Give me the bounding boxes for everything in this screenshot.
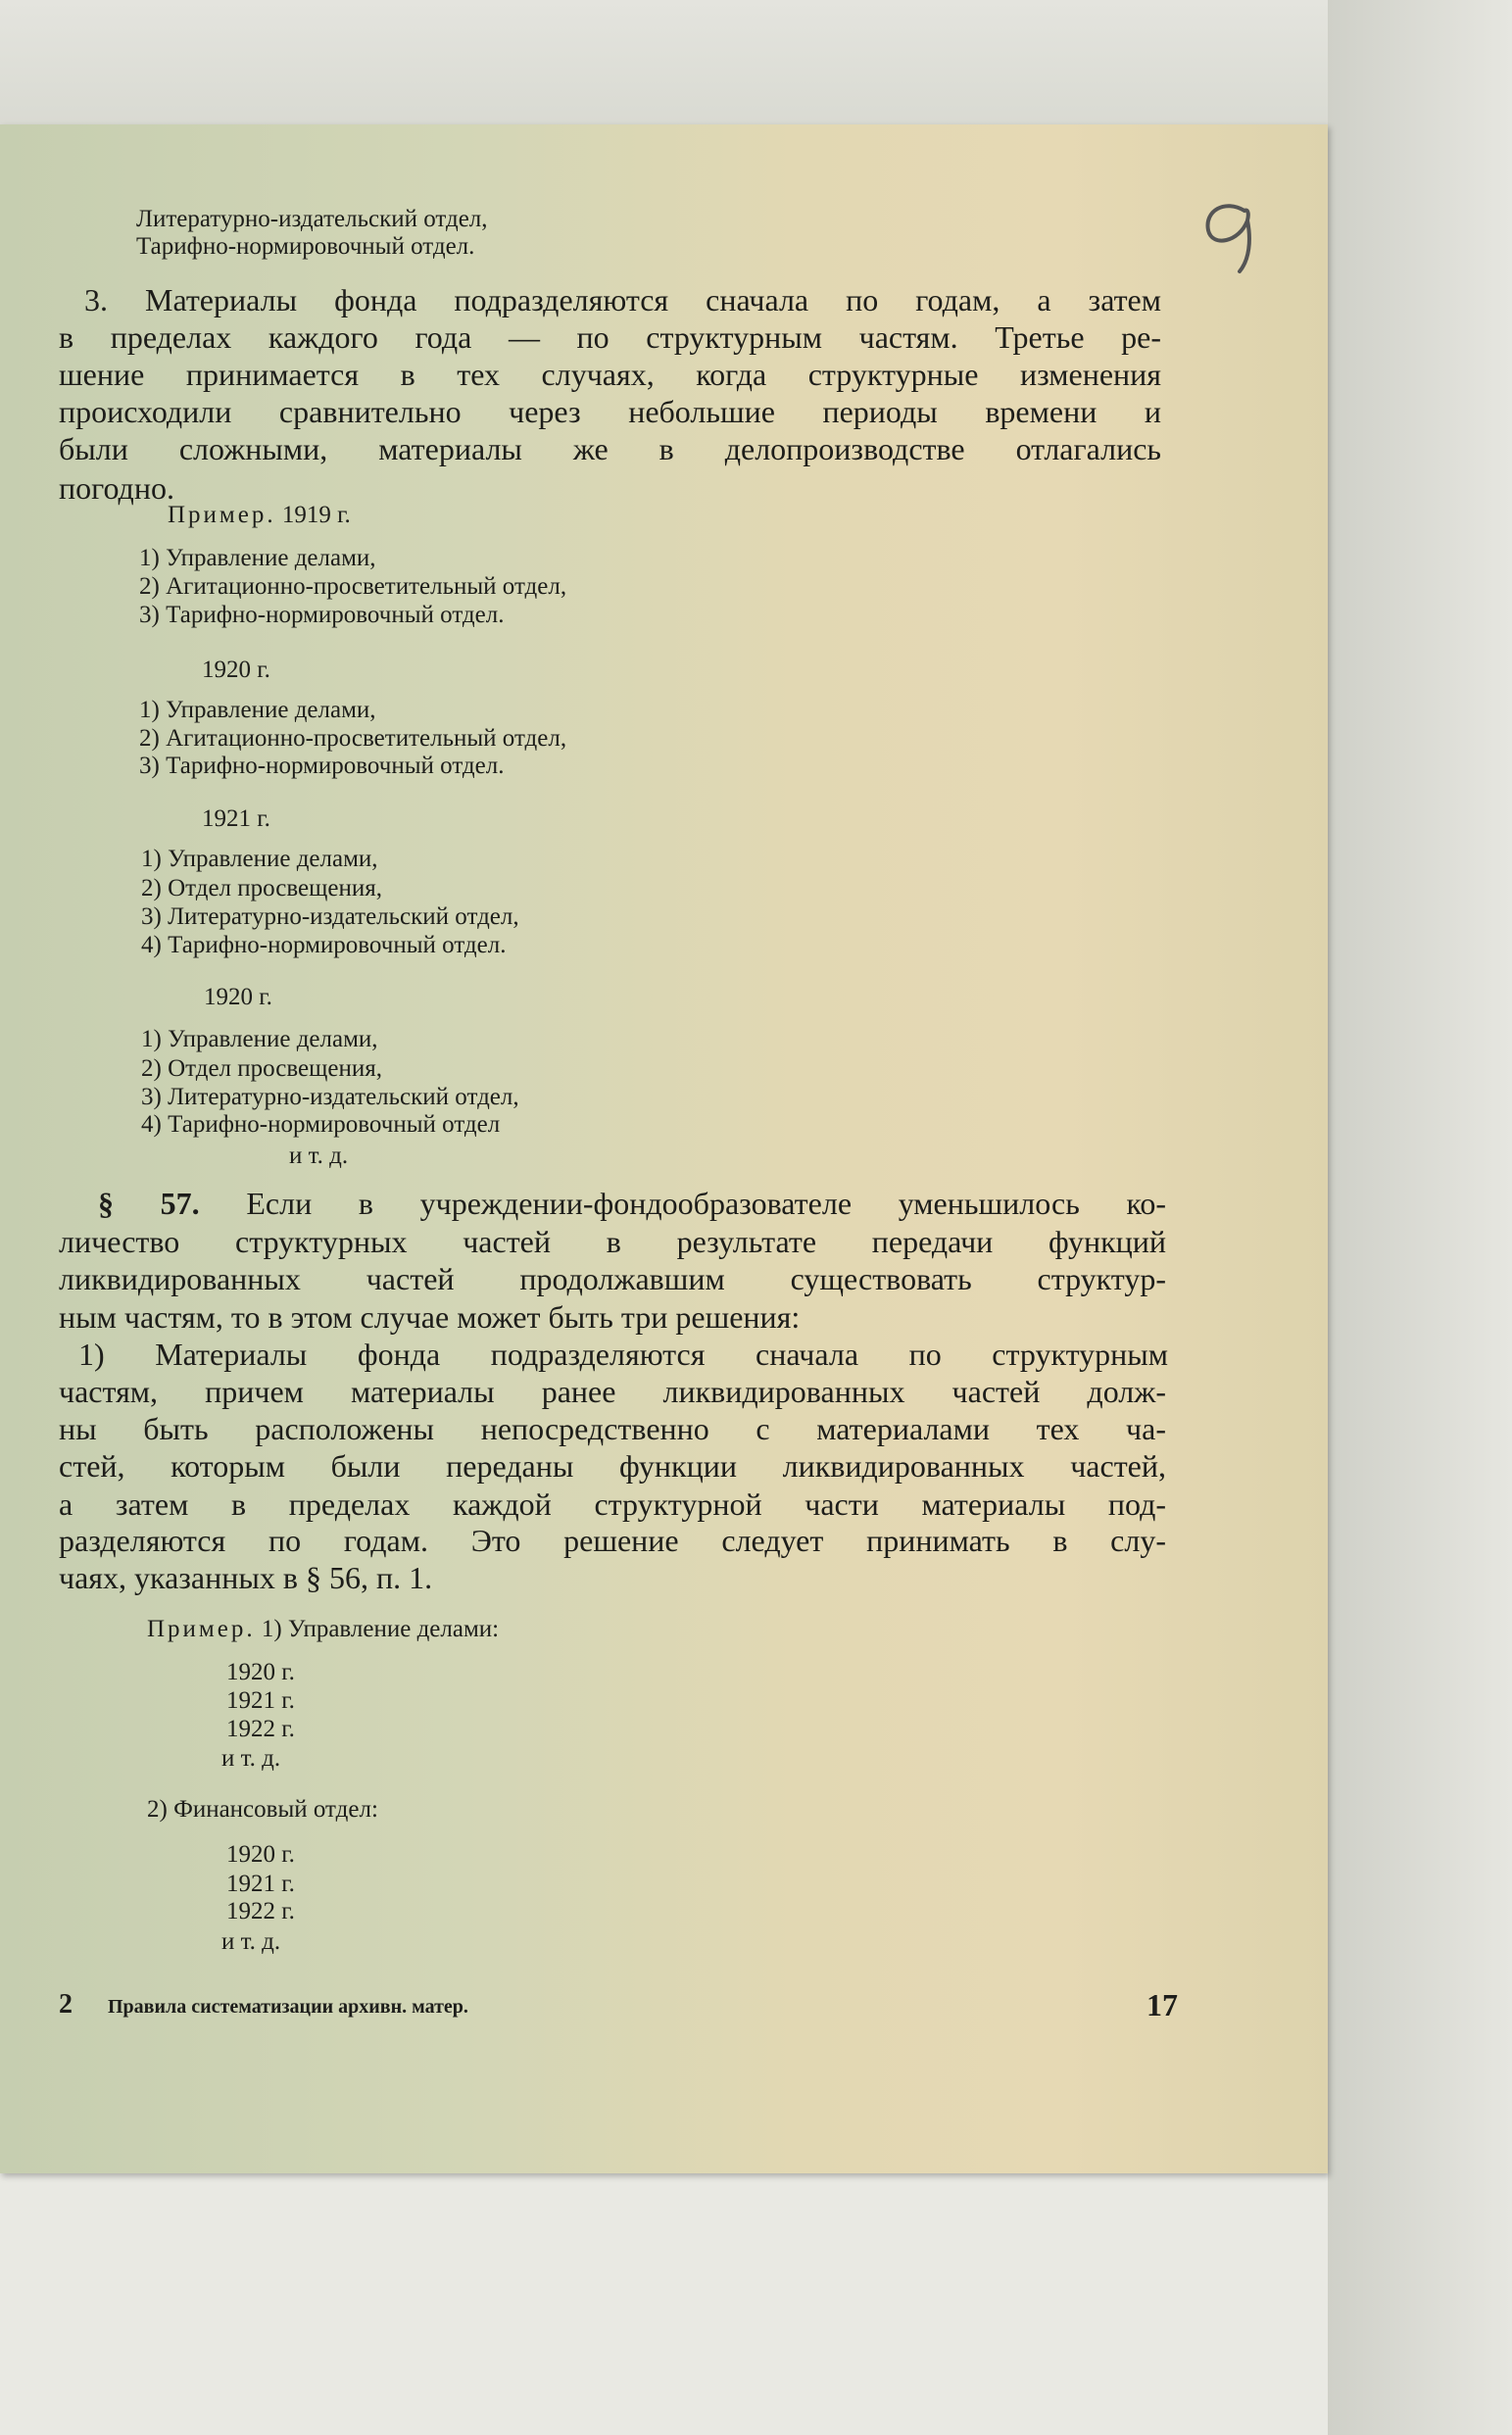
paragraph-line: разделяются по годам. Это решение следует принимать в слу- (59, 1523, 1166, 1558)
year-item: 1921 г. (226, 1871, 295, 1897)
list-item: 3) Тарифно-нормировочный отдел. (139, 753, 505, 779)
example-year: 1920 г. (204, 984, 272, 1010)
background-top (0, 0, 1512, 124)
background-right (1328, 0, 1512, 2435)
year-item: 1920 г. (226, 1659, 295, 1685)
year-item: 1921 г. (226, 1687, 295, 1714)
list-item: 3) Тарифно-нормировочный отдел. (139, 602, 505, 628)
example-year: 1920 г. (202, 657, 270, 683)
list-item: 1) Управление делами, (139, 697, 376, 723)
etc-text: и т. д. (289, 1143, 349, 1169)
year-item: и т. д. (221, 1928, 281, 1955)
paragraph-line: погодно. (59, 470, 174, 506)
paragraph-line: стей, которым были переданы функции ликвидированных частей, (59, 1448, 1166, 1484)
paragraph-line: чаях, указанных в § 56, п. 1. (59, 1560, 433, 1595)
list-item: 1) Управление делами, (141, 1026, 378, 1052)
example-year: 1921 г. (202, 805, 270, 832)
list-item: 2) Отдел просвещения, (141, 1055, 382, 1082)
paragraph-line: частям, причем материалы ранее ликвидированных частей долж- (59, 1374, 1166, 1409)
year-item: 1922 г. (226, 1716, 295, 1742)
paragraph-line: а затем в пределах каждой структурной части материалы под- (59, 1486, 1166, 1522)
paragraph-line: 1) Материалы фонда подразделяются сначала по структурным (78, 1337, 1168, 1372)
paragraph-line (98, 1188, 1166, 1221)
list-item: 3) Литературно-издательский отдел, (141, 1084, 519, 1110)
paragraph-line: шение принимается в тех случаях, когда структурные изменения (59, 357, 1161, 392)
example-label: Пример. (147, 1616, 256, 1642)
handwritten-page-number (1191, 191, 1298, 279)
header-line: Тарифно-нормировочный отдел. (136, 233, 475, 260)
example-heading (168, 503, 351, 527)
paragraph-line: ным частям, то в этом случае может быть три решения: (59, 1299, 801, 1335)
paragraph-line: происходили сравнительно через небольшие периоды времени и (59, 394, 1161, 429)
list-item: 2) Агитационно-просветительный отдел, (139, 573, 567, 600)
signature-mark: 2 (59, 1989, 73, 2020)
paragraph-text: Если в учреждении-фондообразователе уменьшилось ко- (246, 1186, 1167, 1221)
example-heading (147, 1617, 499, 1641)
list-item: 1) Управление делами, (139, 545, 376, 571)
list-item: 2) Агитационно-просветительный отдел, (139, 725, 567, 752)
list-item: 4) Тарифно-нормировочный отдел. (141, 932, 507, 958)
example-label: Пример. (168, 502, 276, 528)
list-item: 4) Тарифно-нормировочный отдел (141, 1111, 501, 1138)
paragraph-line: личество структурных частей в результате передачи функций (59, 1224, 1166, 1259)
page-number: 17 (1146, 1987, 1178, 2022)
footer-title: Правила систематизации архивн. матер. (108, 1996, 468, 2018)
list-item: 3) Литературно-издательский отдел, (141, 903, 519, 930)
year-item: 1922 г. (226, 1898, 295, 1924)
header-line: Литературно-издательский отдел, (136, 206, 488, 232)
list-item: 2) Отдел просвещения, (141, 875, 382, 901)
section-number: § 57. (98, 1186, 200, 1221)
example-year: 1919 г. (281, 502, 351, 528)
paragraph-line: были сложными, материалы же в делопроизводстве отлагались (59, 431, 1161, 466)
year-item: 1920 г. (226, 1841, 295, 1868)
group-title: 2) Финансовый отдел: (147, 1796, 378, 1823)
paragraph-line: в пределах каждого года — по структурным частям. Третье ре- (59, 319, 1161, 355)
paragraph-line: 3. Материалы фонда подразделяются сначала по годам, а затем (84, 282, 1161, 317)
list-item: 1) Управление делами, (141, 846, 378, 872)
paragraph-line: ликвидированных частей продолжавшим существовать структур- (59, 1261, 1166, 1296)
year-item: и т. д. (221, 1745, 281, 1772)
group-title: 1) Управление делами: (261, 1616, 500, 1642)
paragraph-line: ны быть расположены непосредственно с материалами тех ча- (59, 1411, 1166, 1446)
